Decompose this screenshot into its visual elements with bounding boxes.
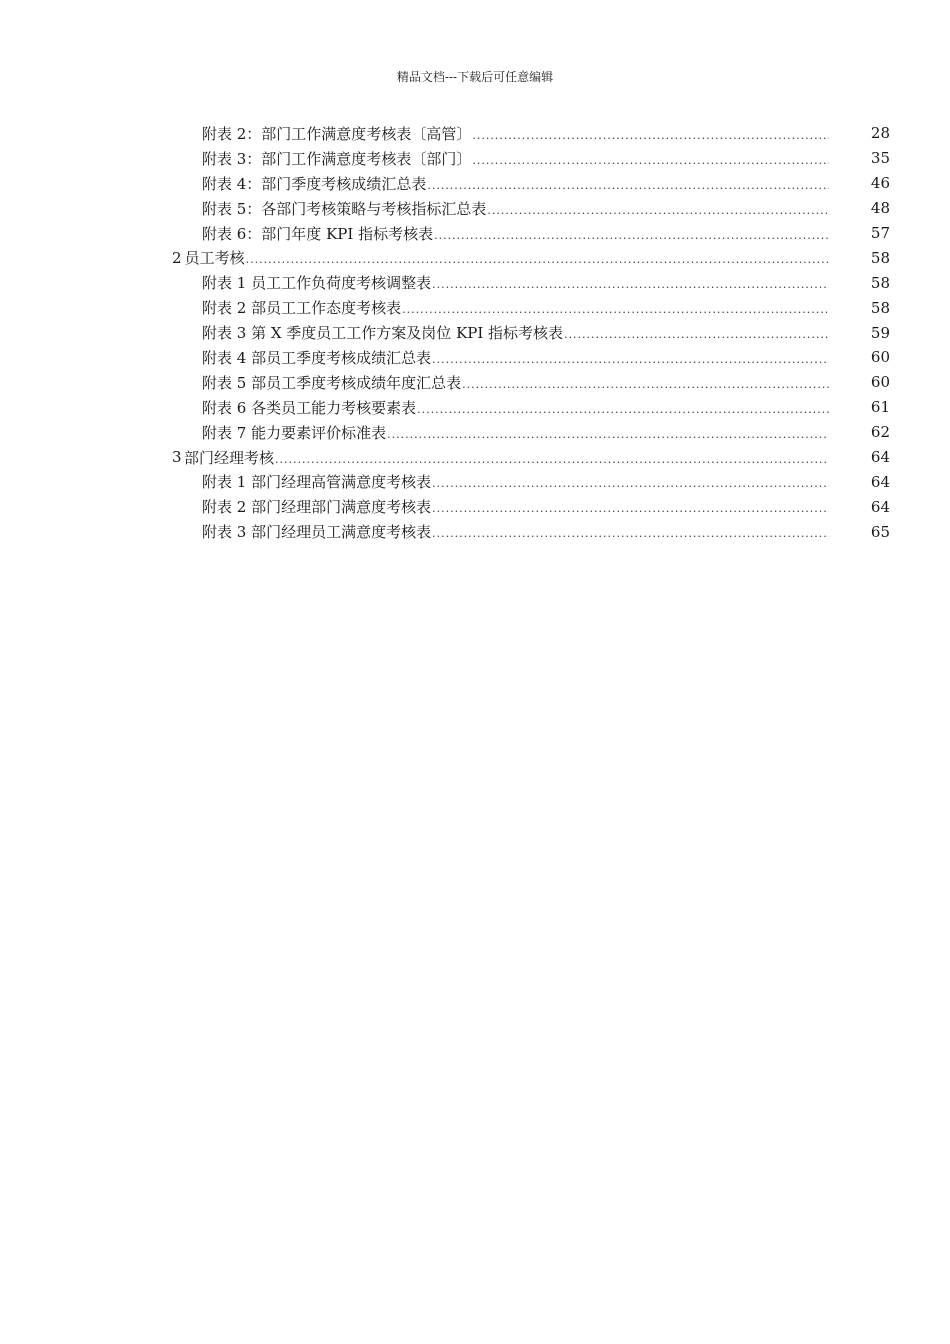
toc-entry[interactable] [0, 295, 950, 320]
toc-entry-title: 附表 3：部门工作满意度考核表〔部门〕 [202, 149, 472, 168]
toc-entry-title: 附表 5 部员工季度考核成绩年度汇总表 [202, 373, 462, 392]
dot-leader [472, 127, 829, 144]
toc-entry[interactable] [0, 196, 950, 221]
toc-entry-page: 28 [870, 124, 890, 143]
toc-section-page: 64 [870, 448, 890, 467]
toc-entry-title: 附表 2 部门经理部门满意度考核表 [202, 498, 432, 517]
dot-leader [487, 202, 829, 219]
dot-leader [402, 301, 829, 318]
dot-leader [432, 500, 829, 517]
toc-entry-title: 附表 4 部员工季度考核成绩汇总表 [202, 348, 432, 367]
toc-entry-title: 附表 7 能力要素评价标准表 [202, 423, 387, 442]
page-header: 精品文档---下载后可任意编辑 [396, 70, 554, 84]
toc-entry-page: 60 [870, 373, 890, 392]
toc-entry-title: 附表 1 部门经理高管满意度考核表 [202, 473, 432, 492]
toc-entry-title: 附表 2 部员工工作态度考核表 [202, 299, 402, 318]
toc-entry-title: 附表 3 第 X 季度员工工作方案及岗位 KPI 指标考核表 [202, 324, 564, 343]
toc-entry-title: 附表 5：各部门考核策略与考核指标汇总表 [202, 199, 487, 218]
dot-leader [462, 376, 829, 393]
dot-leader [432, 475, 829, 492]
toc-section-number: 2 [172, 248, 182, 267]
toc-entry-page: 59 [870, 323, 890, 342]
toc-entry-page: 60 [870, 348, 890, 367]
toc-entry-title: 附表 4：部门季度考核成绩汇总表 [202, 174, 427, 193]
toc-entry-title: 附表 6：部门年度 KPI 指标考核表 [202, 224, 434, 243]
toc-entry-title: 附表 3 部门经理员工满意度考核表 [202, 523, 432, 542]
toc-entry-page: 64 [870, 472, 890, 491]
toc-section[interactable] [0, 245, 950, 270]
toc-entry[interactable] [0, 469, 950, 494]
toc-entry-page: 64 [870, 497, 890, 516]
toc-entry-page: 48 [870, 199, 890, 218]
toc-entry[interactable] [0, 519, 950, 544]
toc-entry[interactable] [0, 320, 950, 345]
toc-section-title: 部门经理考核 [183, 448, 274, 467]
toc-entry[interactable] [0, 171, 950, 196]
toc-entry-title: 附表 1 员工工作负荷度考核调整表 [202, 274, 432, 293]
toc-entry[interactable] [0, 494, 950, 519]
dot-leader [564, 326, 829, 343]
toc-entry-title: 附表 6 各类员工能力考核要素表 [202, 398, 417, 417]
toc-entry[interactable] [0, 370, 950, 395]
toc-entry-page: 62 [870, 423, 890, 442]
toc-entry[interactable] [0, 345, 950, 370]
toc-entry-page: 61 [870, 398, 890, 417]
toc-entry[interactable] [0, 270, 950, 295]
toc-entry[interactable] [0, 146, 950, 171]
toc-entry[interactable] [0, 395, 950, 420]
toc-entry[interactable] [0, 121, 950, 146]
dot-leader [387, 426, 829, 443]
toc-entry-page: 46 [870, 174, 890, 193]
toc-entry-page: 58 [870, 298, 890, 317]
dot-leader [472, 152, 829, 169]
toc-entry[interactable] [0, 221, 950, 246]
dot-leader [417, 401, 829, 418]
dot-leader [432, 276, 829, 293]
toc-entry-page: 57 [870, 224, 890, 242]
toc-entry-page: 35 [870, 149, 890, 168]
toc-entry-title: 附表 2：部门工作满意度考核表〔高管〕 [202, 124, 472, 143]
toc-section-page: 58 [870, 248, 890, 267]
dot-leader [275, 451, 829, 468]
toc-section-number: 3 [172, 448, 182, 467]
dot-leader [434, 227, 829, 244]
toc-entry-page: 58 [870, 273, 890, 292]
dot-leader [432, 351, 829, 368]
toc-entry-page: 65 [870, 522, 890, 541]
toc-section-title: 员工考核 [184, 249, 245, 268]
table-of-contents [0, 121, 950, 544]
toc-entry[interactable] [0, 420, 950, 445]
dot-leader [427, 177, 829, 194]
toc-section[interactable] [0, 445, 950, 470]
dot-leader [432, 525, 829, 542]
dot-leader [246, 251, 829, 268]
